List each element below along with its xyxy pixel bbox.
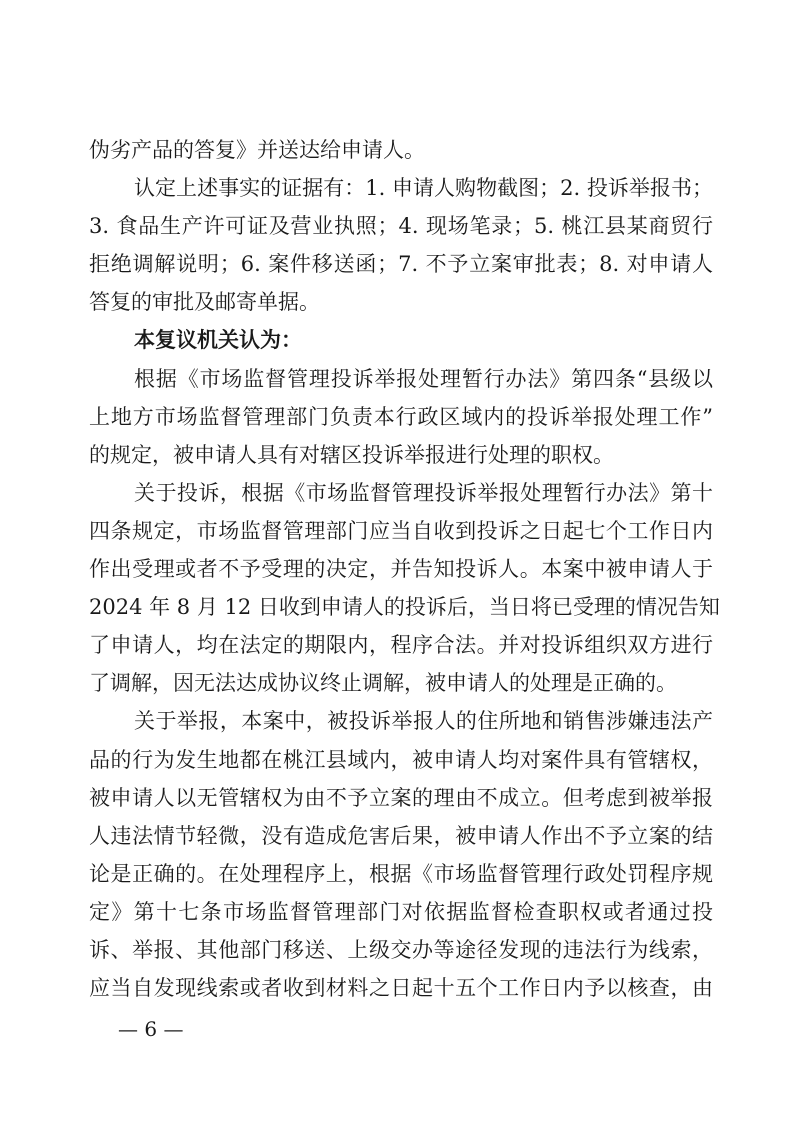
paragraph-line: 答复的审批及邮寄单据。 xyxy=(89,290,320,315)
paragraph-line: 诉、举报、其他部门移送、上级交办等途径发现的违法行为线索， xyxy=(89,937,713,962)
paragraph-line: 2024 年 8 月 12 日收到申请人的投诉后，当日将已受理的情况告知 xyxy=(89,595,720,620)
paragraph-line: 品的行为发生地都在桃江县域内，被申请人均对案件具有管辖权， xyxy=(89,747,713,772)
paragraph-line: 拒绝调解说明；6. 案件移送函；7. 不予立案审批表；8. 对申请人 xyxy=(89,252,713,277)
paragraph-line: 四条规定，市场监督管理部门应当自收到投诉之日起七个工作日内 xyxy=(89,518,713,543)
paragraph-line: 了申请人，均在法定的期限内，程序合法。并对投诉组织双方进行 xyxy=(89,633,713,658)
paragraph-line: 关于投诉，根据《市场监督管理投诉举报处理暂行办法》第十 xyxy=(134,480,713,505)
paragraph-line: 伪劣产品的答复》并送达给申请人。 xyxy=(89,138,425,162)
paragraph-line: 应当自发现线索或者收到材料之日起十五个工作日内予以核查，由 xyxy=(89,976,713,1001)
paragraph-line: 定》第十七条市场监督管理部门对依据监督检查职权或者通过投 xyxy=(89,899,713,924)
paragraph-line: 根据《市场监督管理投诉举报处理暂行办法》第四条“县级以 xyxy=(134,366,713,391)
paragraph-line: 3. 食品生产许可证及营业执照；4. 现场笔录；5. 桃江县某商贸行 xyxy=(89,214,713,239)
paragraph-line: 了调解，因无法达成协议终止调解，被申请人的处理是正确的。 xyxy=(89,671,677,696)
paragraph-line: 关于举报，本案中，被投诉举报人的住所地和销售涉嫌违法产 xyxy=(134,709,713,734)
paragraph-line: 的规定，被申请人具有对辖区投诉举报进行处理的职权。 xyxy=(89,442,614,467)
paragraph-line: 上地方市场监督管理部门负责本行政区域内的投诉举报处理工作” xyxy=(89,404,713,429)
document-body xyxy=(89,131,720,1007)
page-number: — 6 — xyxy=(118,1017,184,1041)
section-heading: 本复议机关认为： xyxy=(134,327,302,353)
paragraph-line: 作出受理或者不予受理的决定，并告知投诉人。本案中被申请人于 xyxy=(89,557,713,582)
paragraph-line: 论是正确的。在处理程序上，根据《市场监督管理行政处罚程序规 xyxy=(89,861,713,886)
paragraph-line: 被申请人以无管辖权为由不予立案的理由不成立。但考虑到被举报 xyxy=(89,785,713,810)
paragraph-line: 人违法情节轻微，没有造成危害后果，被申请人作出不予立案的结 xyxy=(89,823,713,848)
paragraph-line: 认定上述事实的证据有：1. 申请人购物截图；2. 投诉举报书； xyxy=(134,176,713,201)
